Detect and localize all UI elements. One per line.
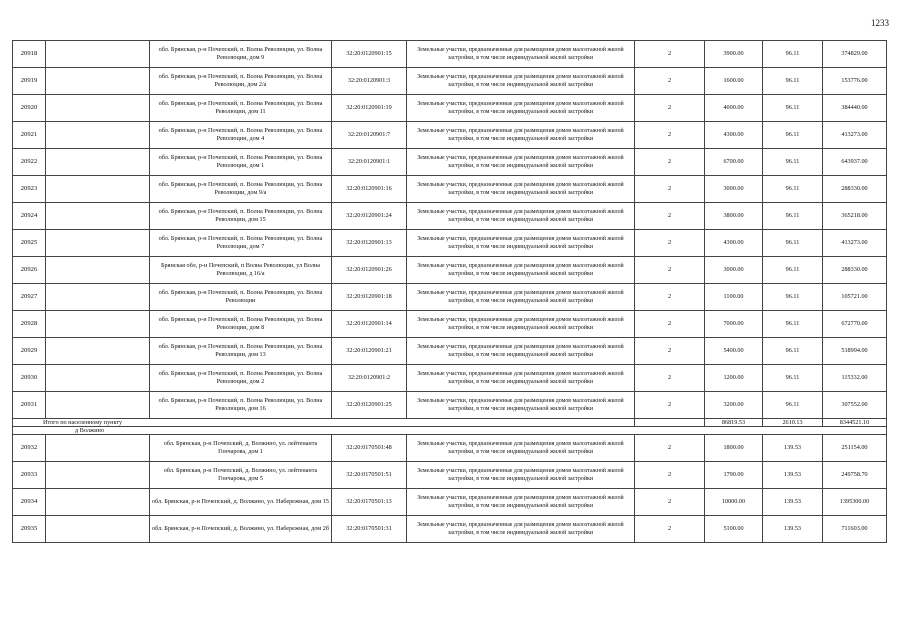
register-row — [13, 489, 887, 516]
row-address: обл. Брянская, р-н Почепский, п. Волна Революции, ул. Волна Революции, дом 1 — [150, 149, 332, 176]
row-cadastral-value: 711603.00 — [823, 516, 887, 543]
settlement-total-row — [13, 419, 887, 427]
register-row — [13, 392, 887, 419]
row-area: 3900.00 — [705, 41, 763, 68]
row-cadastral-number: 32:20:0120901:2 — [332, 365, 407, 392]
row-blank — [46, 489, 150, 516]
row-group: 2 — [635, 284, 705, 311]
settlement-total-area: 86819.53 — [705, 419, 763, 427]
row-number: 20921 — [13, 122, 46, 149]
row-rate: 96.11 — [763, 230, 823, 257]
row-address: обл. Брянская, р-н Почепский, д. Волжино, ул. Набережная, дом 15 — [150, 489, 332, 516]
row-address: обл. Брянская, р-н Почепский, п. Волна Революции, ул. Волна Революции, дом 7 — [150, 230, 332, 257]
row-blank — [46, 462, 150, 489]
row-land-purpose: Земельные участки, предназначенные для размещения домов малоэтажной жилой застройки, в том числе индивидуальной жилой застройки — [407, 230, 635, 257]
row-blank — [46, 122, 150, 149]
row-cadastral-number: 32:20:0120901:25 — [332, 392, 407, 419]
row-cadastral-number: 32:20:0120901:16 — [332, 176, 407, 203]
row-blank — [46, 203, 150, 230]
row-cadastral-number: 32:20:0170501:13 — [332, 489, 407, 516]
row-cadastral-number: 32:20:0120901:13 — [332, 230, 407, 257]
settlement-total-empty — [635, 419, 705, 427]
row-address: обл. Брянская, р-н Почепский, п. Волна Революции, ул. Волна Революции — [150, 284, 332, 311]
settlement-name: д Волжино — [13, 427, 887, 435]
row-blank — [46, 176, 150, 203]
row-rate: 96.11 — [763, 95, 823, 122]
row-cadastral-value: 115332.00 — [823, 365, 887, 392]
row-area: 1800.00 — [705, 435, 763, 462]
row-address: обл. Брянская, р-н Почепский, п. Волна Революции, ул. Волна Революции, дом 16 — [150, 392, 332, 419]
row-blank — [46, 68, 150, 95]
row-area: 4000.00 — [705, 95, 763, 122]
row-address: обл. Брянская, р-н Почепский, п. Волна Революции, ул. Волна Революции, дом 8 — [150, 311, 332, 338]
row-rate: 96.11 — [763, 122, 823, 149]
row-number: 20919 — [13, 68, 46, 95]
row-number: 20925 — [13, 230, 46, 257]
row-land-purpose: Земельные участки, предназначенные для размещения домов малоэтажной жилой застройки, в том числе индивидуальной жилой застройки — [407, 338, 635, 365]
row-cadastral-value: 365218.00 — [823, 203, 887, 230]
row-cadastral-number: 32:20:0120901:1 — [332, 149, 407, 176]
row-number: 20931 — [13, 392, 46, 419]
row-rate: 96.11 — [763, 392, 823, 419]
row-blank — [46, 516, 150, 543]
row-area: 5100.00 — [705, 516, 763, 543]
register-row — [13, 95, 887, 122]
row-rate: 96.11 — [763, 338, 823, 365]
row-land-purpose: Земельные участки, предназначенные для размещения домов малоэтажной жилой застройки, в том числе индивидуальной жилой застройки — [407, 365, 635, 392]
row-group: 2 — [635, 338, 705, 365]
row-area: 7000.00 — [705, 311, 763, 338]
row-blank — [46, 41, 150, 68]
row-land-purpose: Земельные участки, предназначенные для размещения домов малоэтажной жилой застройки, в том числе индивидуальной жилой застройки — [407, 203, 635, 230]
row-blank — [46, 392, 150, 419]
register-rows-section-a — [13, 41, 887, 419]
row-group: 2 — [635, 149, 705, 176]
register-row — [13, 149, 887, 176]
row-group: 2 — [635, 365, 705, 392]
row-cadastral-number: 32:20:0120901:21 — [332, 338, 407, 365]
row-group: 2 — [635, 176, 705, 203]
row-number: 20926 — [13, 257, 46, 284]
row-rate: 96.11 — [763, 257, 823, 284]
row-group: 2 — [635, 435, 705, 462]
row-number: 20932 — [13, 435, 46, 462]
row-land-purpose: Земельные участки, предназначенные для размещения домов малоэтажной жилой застройки, в том числе индивидуальной жилой застройки — [407, 257, 635, 284]
row-cadastral-number: 32:20:0120901:18 — [332, 284, 407, 311]
row-number: 20924 — [13, 203, 46, 230]
row-land-purpose: Земельные участки, предназначенные для размещения домов малоэтажной жилой застройки, в том числе индивидуальной жилой застройки — [407, 149, 635, 176]
register-row — [13, 176, 887, 203]
row-address: обл. Брянская, р-н Почепский, д. Волжино, ул. лейтенанта Гончарова, дом 1 — [150, 435, 332, 462]
row-area: 6700.00 — [705, 149, 763, 176]
settlement-total-label: Итого по населенному пункту — [13, 419, 635, 427]
row-blank — [46, 95, 150, 122]
row-land-purpose: Земельные участки, предназначенные для размещения домов малоэтажной жилой застройки, в том числе индивидуальной жилой застройки — [407, 516, 635, 543]
register-row — [13, 338, 887, 365]
row-group: 2 — [635, 489, 705, 516]
row-land-purpose: Земельные участки, предназначенные для размещения домов малоэтажной жилой застройки, в том числе индивидуальной жилой застройки — [407, 462, 635, 489]
row-land-purpose: Земельные участки, предназначенные для размещения домов малоэтажной жилой застройки, в том числе индивидуальной жилой застройки — [407, 41, 635, 68]
row-group: 2 — [635, 122, 705, 149]
register-row — [13, 257, 887, 284]
row-area: 3200.00 — [705, 392, 763, 419]
row-blank — [46, 149, 150, 176]
register-row — [13, 284, 887, 311]
row-area: 1100.00 — [705, 284, 763, 311]
row-cadastral-value: 384440.00 — [823, 95, 887, 122]
row-cadastral-value: 249758.70 — [823, 462, 887, 489]
row-group: 2 — [635, 516, 705, 543]
row-area: 4300.00 — [705, 230, 763, 257]
row-address: обл. Брянская, р-н Почепский, п. Волна Революции, ул. Волна Революции, дом 9 — [150, 41, 332, 68]
row-cadastral-value: 153776.00 — [823, 68, 887, 95]
register-row — [13, 68, 887, 95]
row-number: 20934 — [13, 489, 46, 516]
register-row — [13, 311, 887, 338]
row-area: 3800.00 — [705, 203, 763, 230]
register-rows-section-b — [13, 435, 887, 543]
row-rate: 96.11 — [763, 149, 823, 176]
row-number: 20930 — [13, 365, 46, 392]
row-cadastral-value: 307552.00 — [823, 392, 887, 419]
row-land-purpose: Земельные участки, предназначенные для размещения домов малоэтажной жилой застройки, в том числе индивидуальной жилой застройки — [407, 95, 635, 122]
row-number: 20922 — [13, 149, 46, 176]
row-cadastral-number: 32:20:0120901:3 — [332, 68, 407, 95]
row-address: обл. Брянская, р-н Почепский, п. Волна Революции, ул. Волна Революции, дом 2 — [150, 365, 332, 392]
row-rate: 96.11 — [763, 176, 823, 203]
row-address: обл. Брянская, р-н Почепский, п. Волна Революции, ул. Волна Революции, дом 2/а — [150, 68, 332, 95]
row-number: 20929 — [13, 338, 46, 365]
row-rate: 96.11 — [763, 68, 823, 95]
row-cadastral-number: 32:20:0170501:48 — [332, 435, 407, 462]
row-cadastral-number: 32:20:0120901:14 — [332, 311, 407, 338]
row-area: 1200.00 — [705, 365, 763, 392]
row-address: Брянская обл, р-н Почепский, п Волна Революции, ул Волна Революции, д 16/а — [150, 257, 332, 284]
register-row — [13, 230, 887, 257]
row-number: 20928 — [13, 311, 46, 338]
row-area: 4300.00 — [705, 122, 763, 149]
row-area: 1790.00 — [705, 462, 763, 489]
row-blank — [46, 257, 150, 284]
row-land-purpose: Земельные участки, предназначенные для размещения домов малоэтажной жилой застройки, в том числе индивидуальной жилой застройки — [407, 392, 635, 419]
settlement-header-row — [13, 427, 887, 435]
row-blank — [46, 435, 150, 462]
row-number: 20933 — [13, 462, 46, 489]
row-land-purpose: Земельные участки, предназначенные для размещения домов малоэтажной жилой застройки, в том числе индивидуальной жилой застройки — [407, 176, 635, 203]
row-group: 2 — [635, 311, 705, 338]
row-number: 20935 — [13, 516, 46, 543]
row-blank — [46, 230, 150, 257]
row-blank — [46, 284, 150, 311]
row-rate: 96.11 — [763, 311, 823, 338]
row-group: 2 — [635, 68, 705, 95]
row-cadastral-value: 374829.00 — [823, 41, 887, 68]
row-cadastral-value: 105721.00 — [823, 284, 887, 311]
register-row — [13, 41, 887, 68]
row-group: 2 — [635, 230, 705, 257]
row-address: обл. Брянская, р-н Почепский, д. Волжино, ул. Набережная, дом 2б — [150, 516, 332, 543]
row-area: 5400.00 — [705, 338, 763, 365]
row-rate: 139.53 — [763, 462, 823, 489]
register-row — [13, 462, 887, 489]
row-group: 2 — [635, 257, 705, 284]
row-number: 20927 — [13, 284, 46, 311]
row-blank — [46, 365, 150, 392]
row-land-purpose: Земельные участки, предназначенные для размещения домов малоэтажной жилой застройки, в том числе индивидуальной жилой застройки — [407, 435, 635, 462]
row-cadastral-number: 32:20:0120901:24 — [332, 203, 407, 230]
row-cadastral-number: 32:20:0120901:7 — [332, 122, 407, 149]
row-area: 10000.00 — [705, 489, 763, 516]
row-address: обл. Брянская, р-н Почепский, п. Волна Революции, ул. Волна Революции, дом 4 — [150, 122, 332, 149]
row-rate: 96.11 — [763, 284, 823, 311]
row-cadastral-value: 672770.00 — [823, 311, 887, 338]
page-number: 1233 — [871, 18, 889, 28]
row-cadastral-value: 251154.00 — [823, 435, 887, 462]
row-number: 20920 — [13, 95, 46, 122]
land-register-table — [12, 40, 887, 543]
register-row — [13, 435, 887, 462]
row-cadastral-value: 518994.00 — [823, 338, 887, 365]
row-cadastral-value: 413273.00 — [823, 122, 887, 149]
row-cadastral-number: 32:20:0170501:31 — [332, 516, 407, 543]
row-rate: 139.53 — [763, 489, 823, 516]
row-rate: 96.11 — [763, 41, 823, 68]
row-number: 20918 — [13, 41, 46, 68]
row-rate: 139.53 — [763, 516, 823, 543]
row-cadastral-value: 288330.00 — [823, 176, 887, 203]
row-group: 2 — [635, 41, 705, 68]
row-address: обл. Брянская, р-н Почепский, д. Волжино, ул. лейтенанта Гончарова, дом 5 — [150, 462, 332, 489]
row-cadastral-number: 32:20:0170501:51 — [332, 462, 407, 489]
settlement-total-rate: 2610.13 — [763, 419, 823, 427]
row-address: обл. Брянская, р-н Почепский, п. Волна Революции, ул. Волна Революции, дом 11 — [150, 95, 332, 122]
settlement-total-value: 8344521.10 — [823, 419, 887, 427]
row-area: 3000.00 — [705, 257, 763, 284]
row-rate: 139.53 — [763, 435, 823, 462]
row-cadastral-number: 32:20:0120901:19 — [332, 95, 407, 122]
row-blank — [46, 311, 150, 338]
register-row — [13, 365, 887, 392]
row-land-purpose: Земельные участки, предназначенные для размещения домов малоэтажной жилой застройки, в том числе индивидуальной жилой застройки — [407, 311, 635, 338]
row-address: обл. Брянская, р-н Почепский, п. Волна Революции, ул. Волна Революции, дом 15 — [150, 203, 332, 230]
row-rate: 96.11 — [763, 365, 823, 392]
row-group: 2 — [635, 392, 705, 419]
row-group: 2 — [635, 95, 705, 122]
row-cadastral-value: 413273.00 — [823, 230, 887, 257]
row-number: 20923 — [13, 176, 46, 203]
row-land-purpose: Земельные участки, предназначенные для размещения домов малоэтажной жилой застройки, в том числе индивидуальной жилой застройки — [407, 489, 635, 516]
row-cadastral-number: 32:20:0120901:26 — [332, 257, 407, 284]
register-row — [13, 516, 887, 543]
register-row — [13, 122, 887, 149]
row-address: обл. Брянская, р-н Почепский, п. Волна Революции, ул. Волна Революции, дом 13 — [150, 338, 332, 365]
row-blank — [46, 338, 150, 365]
row-area: 3000.00 — [705, 176, 763, 203]
row-cadastral-value: 643937.00 — [823, 149, 887, 176]
row-land-purpose: Земельные участки, предназначенные для размещения домов малоэтажной жилой застройки, в том числе индивидуальной жилой застройки — [407, 68, 635, 95]
row-address: обл. Брянская, р-н Почепский, п. Волна Революции, ул. Волна Революции, дом 9/а — [150, 176, 332, 203]
register-row — [13, 203, 887, 230]
row-land-purpose: Земельные участки, предназначенные для размещения домов малоэтажной жилой застройки, в том числе индивидуальной жилой застройки — [407, 122, 635, 149]
row-cadastral-value: 1395300.00 — [823, 489, 887, 516]
row-area: 1600.00 — [705, 68, 763, 95]
row-cadastral-number: 32:20:0120901:15 — [332, 41, 407, 68]
row-land-purpose: Земельные участки, предназначенные для размещения домов малоэтажной жилой застройки, в том числе индивидуальной жилой застройки — [407, 284, 635, 311]
settlement-summary — [13, 419, 887, 435]
row-cadastral-value: 288330.00 — [823, 257, 887, 284]
row-group: 2 — [635, 203, 705, 230]
row-rate: 96.11 — [763, 203, 823, 230]
row-group: 2 — [635, 462, 705, 489]
